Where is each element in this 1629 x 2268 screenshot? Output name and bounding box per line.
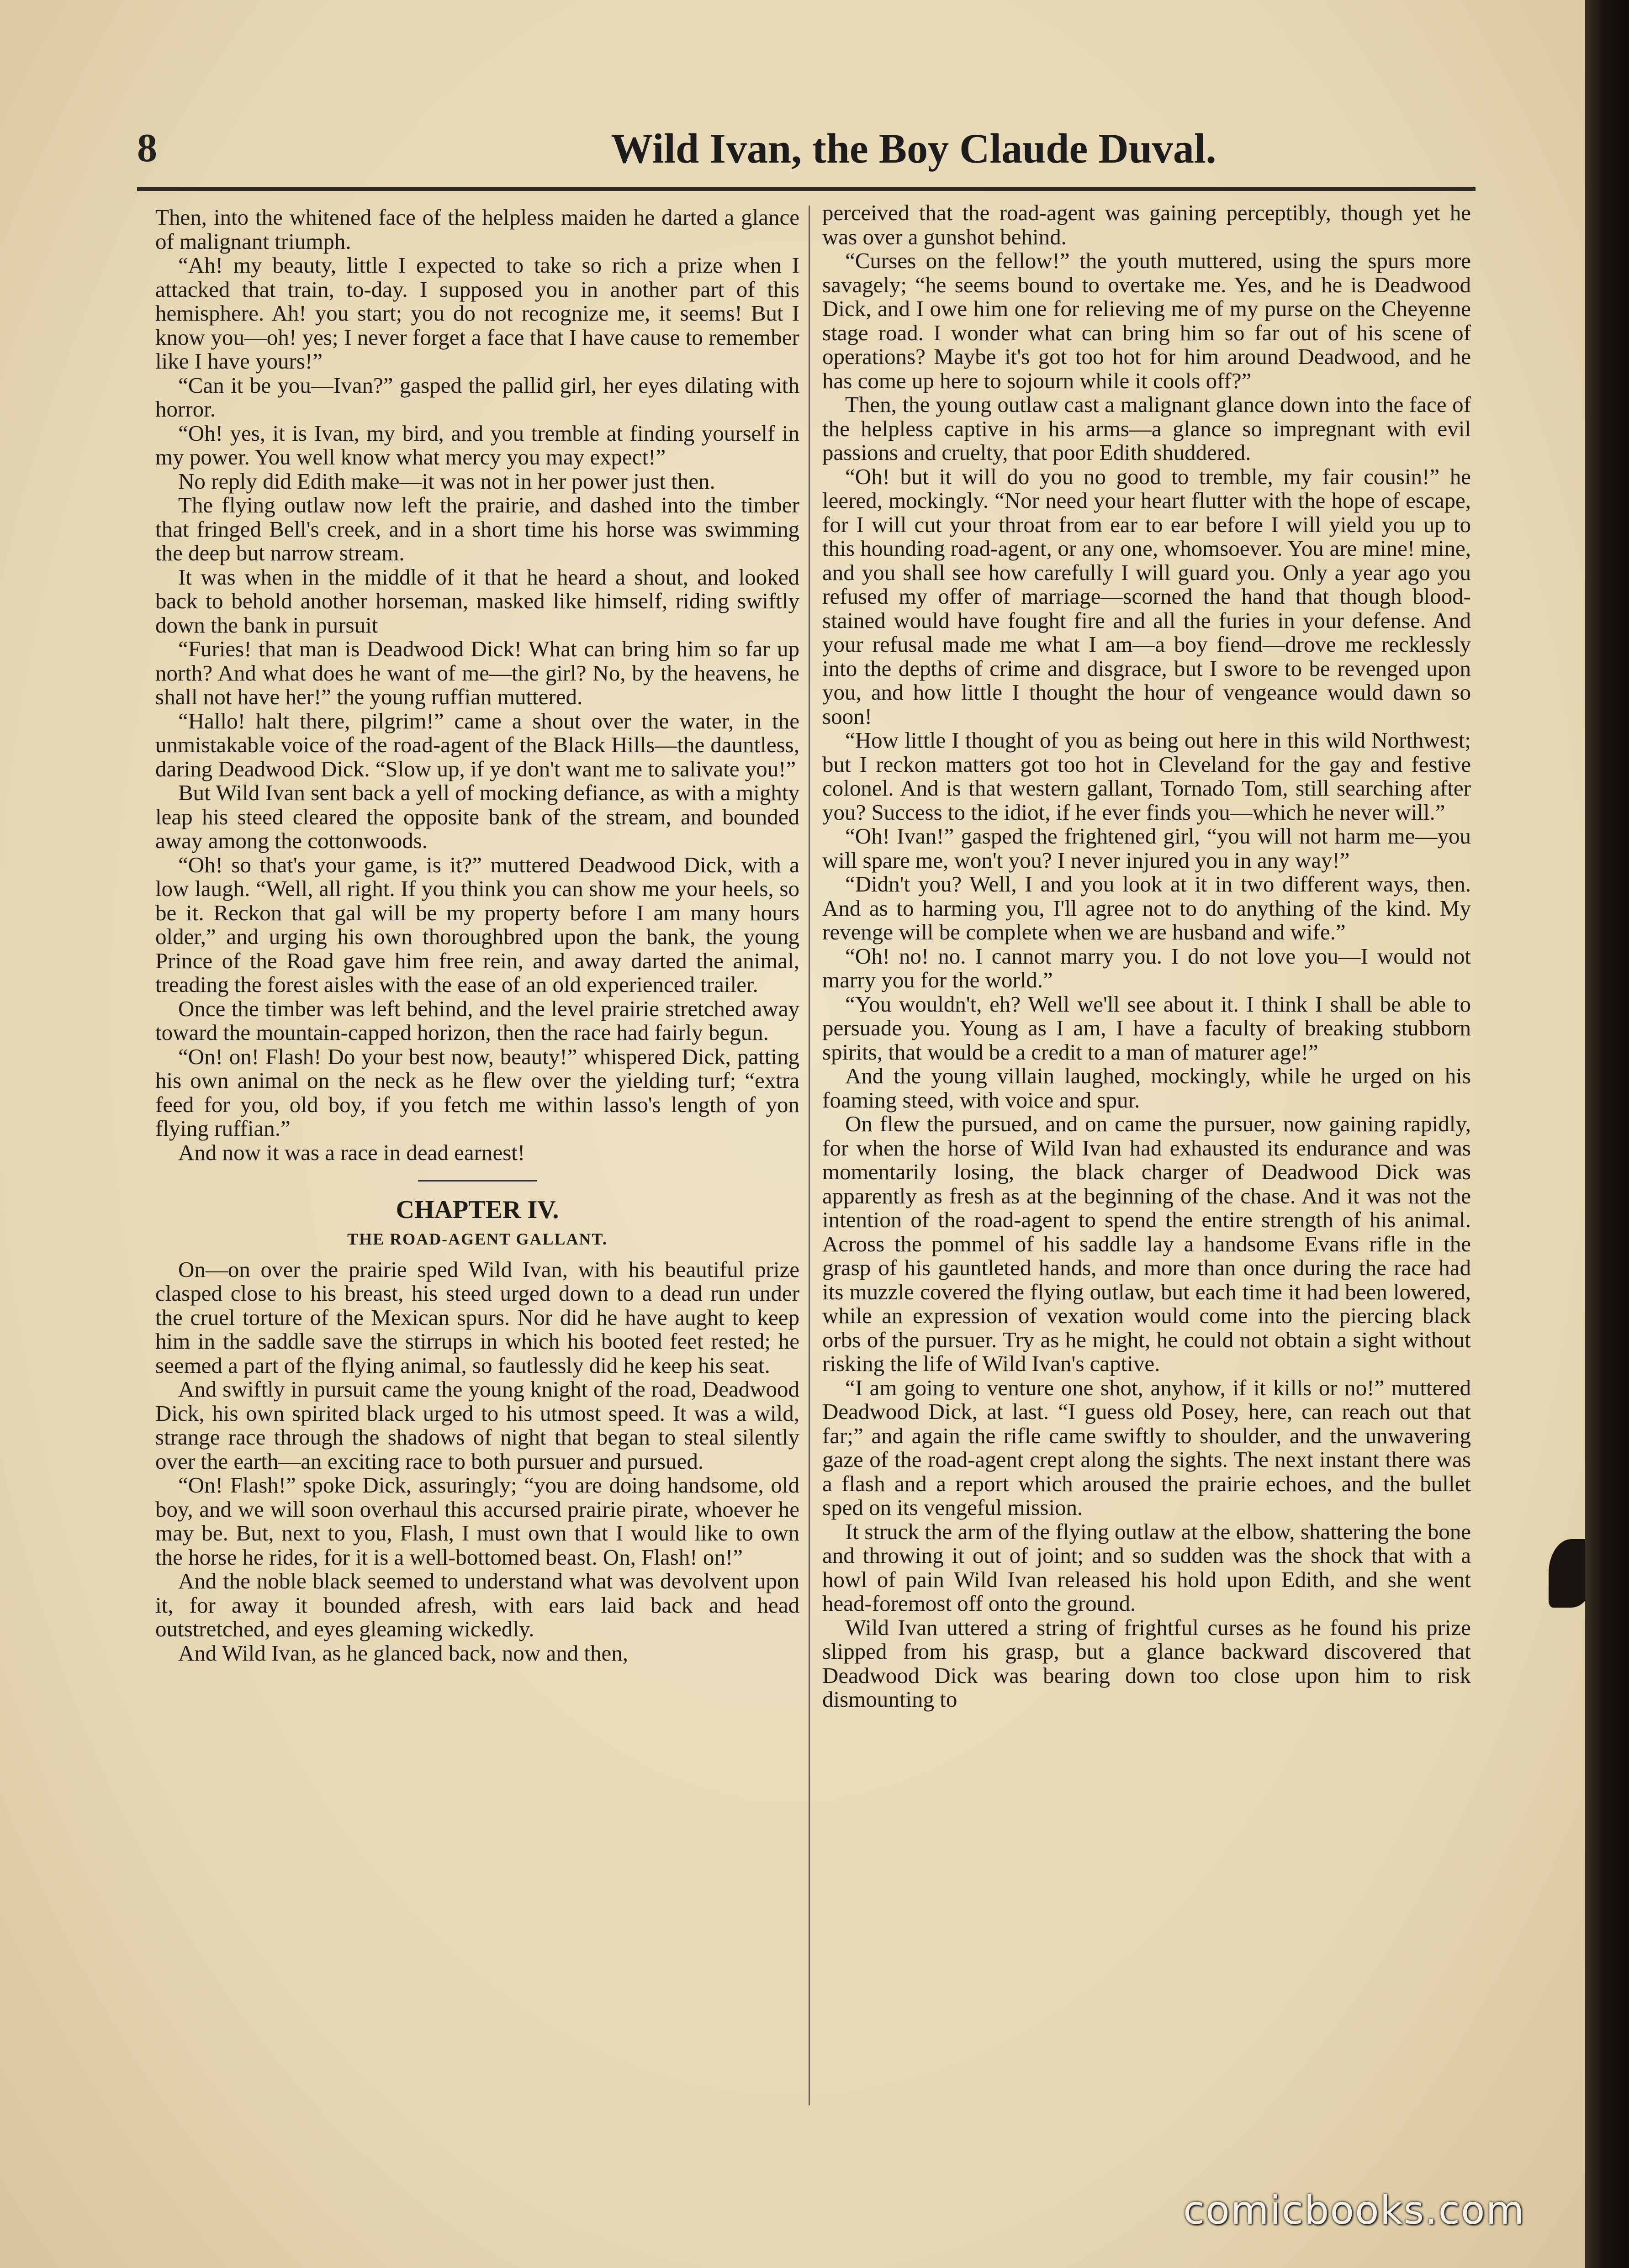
chapter-title: CHAPTER IV. (396, 1196, 559, 1224)
paragraph: “Can it be you—Ivan?” gasped the pallid girl, her eyes dilating with horror. (155, 372, 799, 422)
right-column (822, 201, 1471, 2110)
paragraph: Then, the young outlaw cast a malignant glance down into the face of the helpless captive in his arms—a glance so impregnant with evil passions and cruelty, that poor Edith shuddered. (822, 392, 1471, 465)
header-rule (137, 187, 1476, 191)
paragraph: “On! on! Flash! Do your best now, beauty!” whispered Dick, patting his own animal on the neck as he flew over the yielding turf; “extra feed for you, old boy, if you fetch me within lasso's length of yon flying ruffian.” (155, 1044, 799, 1141)
paragraph: Once the timber was left behind, and the level prairie stretched away toward the mountain-capped horizon, then the race had fairly begun. (155, 996, 799, 1045)
chapter-subtitle: THE ROAD-AGENT GALLANT. (347, 1230, 608, 1248)
watermark: comicbooks.com (1183, 2188, 1525, 2233)
paragraph: “Furies! that man is Deadwood Dick! What can bring him so far up north? And what does he want of me—the girl? No, by the heavens, he shall not have her!” the young ruffian muttered. (155, 636, 799, 709)
paragraph: “I am going to venture one shot, anyhow, if it kills or no!” muttered Deadwood Dick, at last. “I guess old Posey, here, can reach out that far;” and again the rifle came swiftly to shoulder, and the unwavering gaze of the road-agent crept along the sights. The next instant there was a flash and a report which aroused the prairie echoes, and the bullet sped on its vengeful mission. (822, 1375, 1471, 1520)
running-title: Wild Ivan, the Boy Claude Duval. (611, 125, 1216, 172)
page-number: 8 (137, 126, 157, 170)
paragraph: “You wouldn't, eh? Well we'll see about it. I think I shall be able to persuade you. Young as I am, I have a faculty of breaking stubborn spirits, that would be a credit to a man of maturer age!” (822, 991, 1471, 1065)
paragraph: But Wild Ivan sent back a yell of mocking defiance, as with a mighty leap his steed cleared the opposite bank of the stream, and bounded away among the cottonwoods. (155, 780, 799, 853)
column-divider (809, 206, 810, 2105)
paragraph: On flew the pursued, and on came the pursuer, now gaining rapidly, for when the horse of Wild Ivan had exhausted its endurance and was momentarily losing, the black charger of Deadwood Dick was apparently as fresh as at the beginning of the chase. And it was not the intention of the road-agent to spend the entire strength of his animal. Across the pommel of his saddle lay a handsome Evans rifle in the grasp of his gauntleted hands, and more than once during the race had its muzzle covered the flying outlaw, but each time it had been lowered, while an expression of vexation would come into the piercing black orbs of the pursuer. Try as he might, he could not obtain a sight without risking the life of Wild Ivan's captive. (822, 1111, 1471, 1376)
paragraph: “Oh! Ivan!” gasped the frightened girl, “you will not harm me—you will spare me, won't you? I never injured you in any way!” (822, 823, 1471, 873)
paragraph: “On! Flash!” spoke Dick, assuringly; “you are doing handsome, old boy, and we will soon overhaul this accursed prairie pirate, whoever he may be. But, next to you, Flash, I must own that I would like to own the horse he rides, for it is a well-bottomed beast. On, Flash! on!” (155, 1472, 799, 1570)
paragraph: “Ah! my beauty, little I expected to take so rich a prize when I attacked that train, to-day. I supposed you in another part of this hemisphere. Ah! you start; you do not recognize me, it seems! But I know you—oh! yes; I never forget a face that I have cause to remember like I have yours!” (155, 253, 799, 374)
paragraph: And the noble black seemed to understand what was devolvent upon it, for away it bounded afresh, with ears laid back and head outstretched, and eyes gleaming wickedly. (155, 1568, 799, 1641)
paragraph: “Hallo! halt there, pilgrim!” came a shout over the water, in the unmistakable voice of the road-agent of the Black Hills—the dauntless, daring Deadwood Dick. “Slow up, if ye don't want me to salivate you!” (155, 708, 799, 781)
paragraph: “Oh! but it will do you no good to tremble, my fair cousin!” he leered, mockingly. “Nor need your heart flutter with the hope of escape, for I will cut your throat from ear to ear before I will yield you up to this hounding road-agent, or any one, whomsoever. You are mine! mine, and you shall see how carefully I will guard you. Only a year ago you refused my offer of marriage—scorned the hand that though blood-stained would have fought fire and all the furies in your defense. And your refusal made me what I am—a boy fiend—drove me recklessly into the depths of crime and disgrace, but I swore to be revenged upon you, and how little I thought the hour of vengeance would dawn so soon! (822, 464, 1471, 729)
paragraph: “Oh! so that's your game, is it?” muttered Deadwood Dick, with a low laugh. “Well, all right. If you think you can show me your heels, so be it. Reckon that gal will be my property before I am many hours older,” and urging his own thoroughbred upon the bank, the young Prince of the Road gave him free rein, and away darted the animal, treading the forest aisles with the ease of an old experienced trailer. (155, 852, 799, 997)
paragraph: Then, into the whitened face of the helpless maiden he darted a glance of malignant triumph. (155, 206, 799, 254)
paragraph: And Wild Ivan, as he glanced back, now and then, (178, 1640, 629, 1666)
paragraph: No reply did Edith make—it was not in her power just then. (178, 468, 715, 494)
paragraph: The flying outlaw now left the prairie, and dashed into the timber that fringed Bell's creek, and in a short time his horse was swimming the deep but narrow stream. (155, 492, 799, 565)
paragraph: And the young villain laughed, mockingly, while he urged on his foaming steed, with voice and spur. (822, 1063, 1471, 1113)
paragraph: “Curses on the fellow!” the youth muttered, using the spurs more savagely; “he seems bound to overtake me. Yes, and he is Deadwood Dick, and I owe him one for relieving me of my purse on the Cheyenne stage road. I wonder what can bring him so far out of his scene of operations? Maybe it's got too hot for him around Deadwood, and he has come up here to sojourn while it cools off?” (822, 248, 1471, 393)
paragraph: “How little I thought of you as being out here in this wild Northwest; but I reckon matters got too hot in Cleveland for the gay and festive colonel. And is that western gallant, Tornado Tom, still searching after you? Success to the idiot, if he ever finds you—which he never will.” (822, 728, 1471, 825)
page-header (137, 123, 1503, 178)
paragraph: Wild Ivan uttered a string of frightful curses as he found his prize slipped from his grasp, but a glance backward discovered that Deadwood Dick was bearing down too close upon him to risk dismounting to (822, 1614, 1471, 1712)
paragraph: And now it was a race in dead earnest! (178, 1139, 525, 1165)
paragraph: “Didn't you? Well, I and you look at it in two different ways, then. And as to harming you, I'll agree not to do anything of the kind. My revenge will be complete when we are husband and wife.” (822, 871, 1471, 944)
paragraph: And swiftly in pursuit came the young knight of the road, Deadwood Dick, his own spirited black urged to his utmost speed. It was a wild, strange race through the shadows of night that began to steal silently over the earth—an exciting race to both pursuer and pursued. (155, 1377, 799, 1474)
paragraph: perceived that the road-agent was gaining perceptibly, though yet he was over a gunshot behind. (822, 201, 1471, 249)
left-column (155, 206, 799, 2115)
paragraph: On—on over the prairie sped Wild Ivan, with his beautiful prize clasped close to his breast, his steed urged down to a dead run under the cruel torture of the Mexican spurs. Nor did he have aught to keep him in the saddle save the stirrups in which his booted feet rested; he seemed a part of the flying animal, so fautlessly did he keep his seat. (155, 1256, 799, 1378)
paragraph: It struck the arm of the flying outlaw at the elbow, shattering the bone and throwing it out of joint; and so sudden was the shock that with a howl of pain Wild Ivan released his hold upon Edith, and she went head-foremost off onto the ground. (822, 1519, 1471, 1616)
paragraph: It was when in the middle of it that he heard a shout, and looked back to behold another horseman, masked like himself, riding swiftly down the bank in pursuit (155, 564, 799, 638)
paragraph: “Oh! no! no. I cannot marry you. I do not love you—I would not marry you for the world.” (822, 943, 1471, 992)
binding-edge (1585, 0, 1629, 2268)
chapter-rule (418, 1180, 537, 1181)
paragraph: “Oh! yes, it is Ivan, my bird, and you tremble at finding yourself in my power. You well know what mercy you may expect!” (155, 420, 799, 469)
